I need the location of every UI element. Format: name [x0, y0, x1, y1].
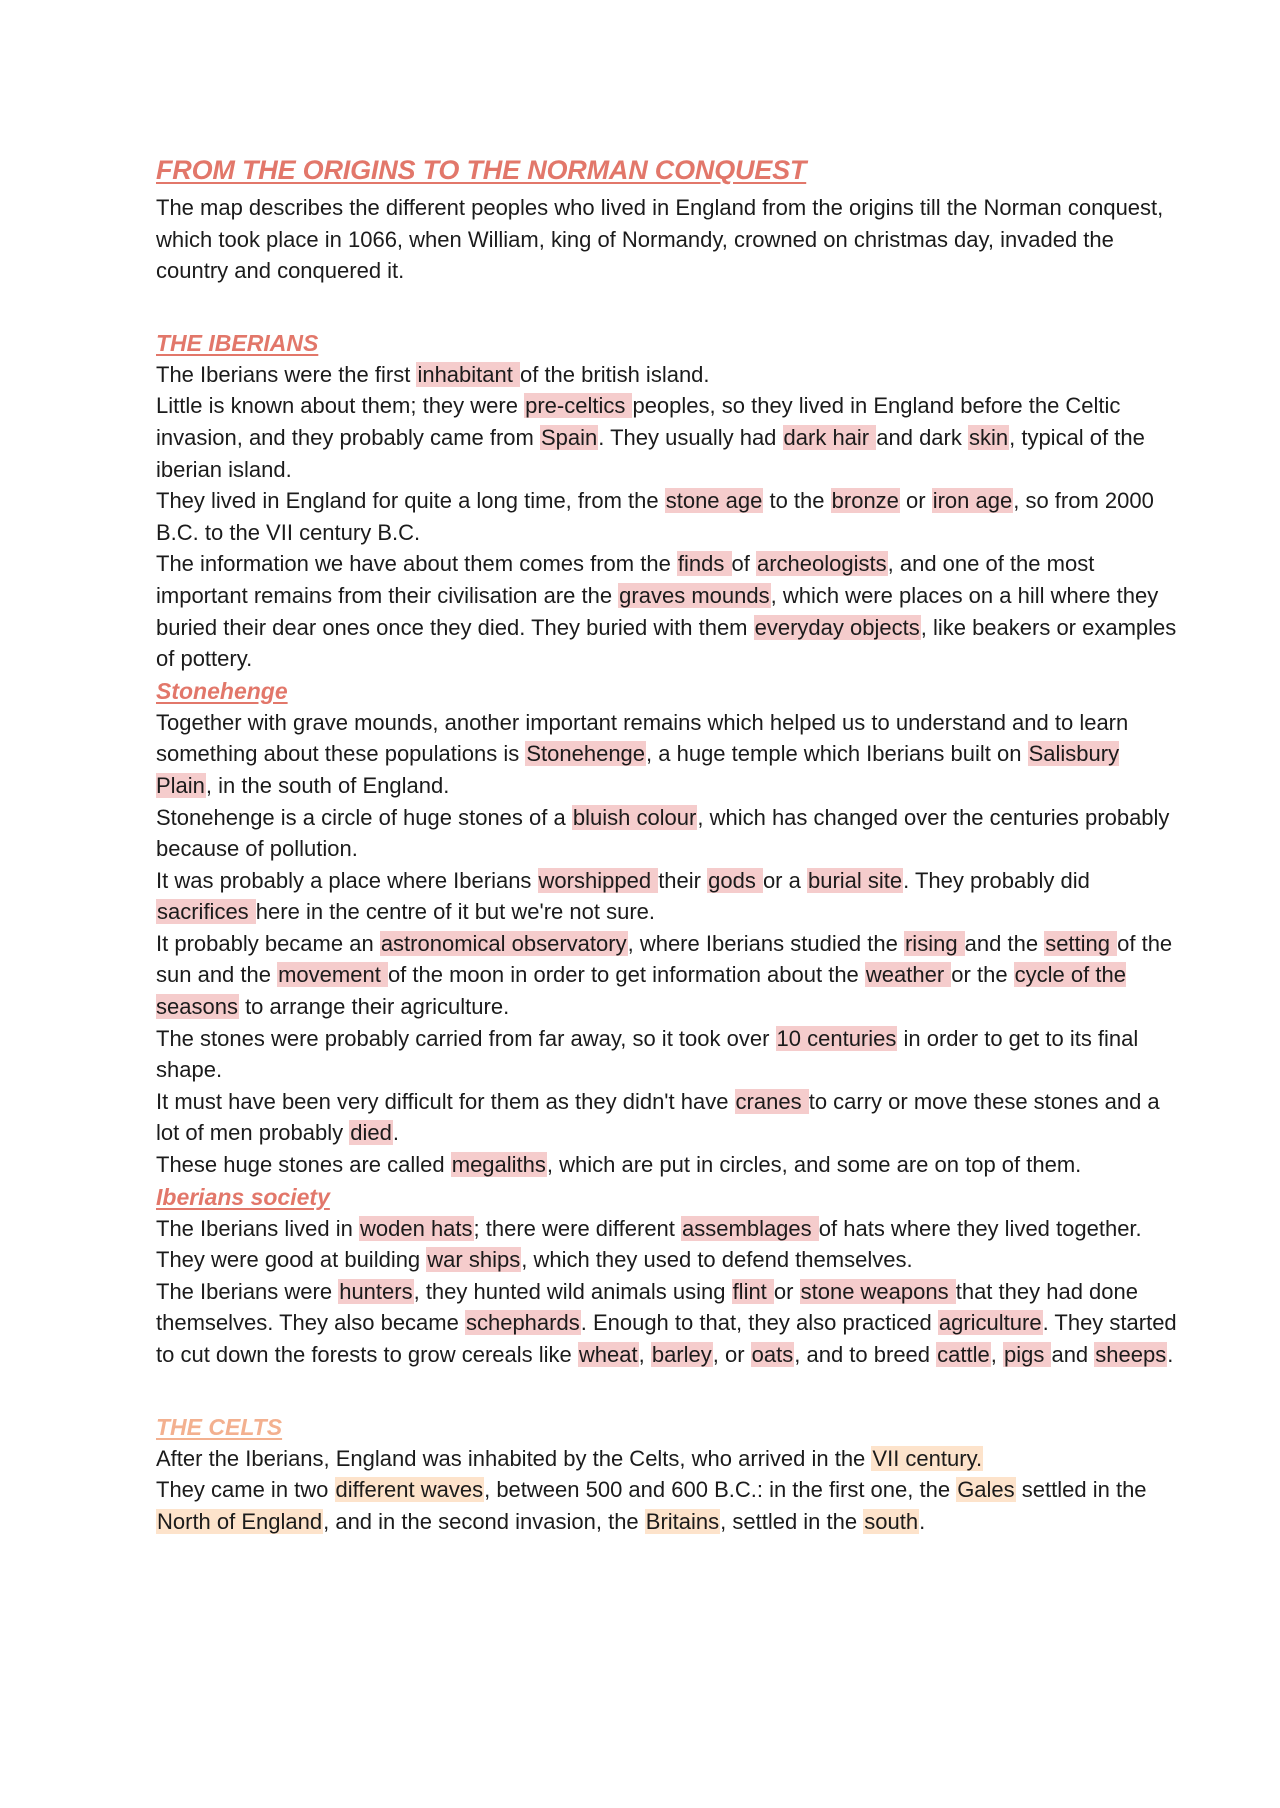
text-run: , they hunted wild animals using — [413, 1278, 732, 1304]
paragraph — [156, 928, 1180, 1023]
highlighted-term: rising — [904, 930, 964, 956]
highlighted-term: woden hats — [360, 1215, 473, 1241]
stonehenge-heading: Stonehenge — [156, 677, 288, 704]
text-run: The Iberians were — [156, 1278, 339, 1304]
text-run: of the british island. — [519, 361, 710, 387]
highlighted-term: worshipped — [538, 867, 658, 893]
highlighted-term: cattle — [937, 1342, 990, 1367]
text-run: or a — [762, 867, 807, 893]
highlighted-term: agriculture — [938, 1310, 1042, 1336]
text-run: . — [392, 1120, 399, 1146]
text-run: , so from 2000 B.C. to the VII century B.C. — [156, 488, 1154, 545]
highlighted-term: schephards — [465, 1310, 580, 1336]
paragraph — [156, 1213, 1180, 1245]
paragraph — [156, 1244, 1180, 1276]
text-run: The stones were probably carried from far away, so it took over — [156, 1025, 776, 1051]
highlighted-term: stone weapons — [800, 1278, 955, 1304]
highlighted-term: Gales — [957, 1477, 1015, 1503]
highlighted-term: Salisbury Plain — [156, 741, 1120, 798]
highlighted-term: skin — [968, 424, 1009, 450]
text-run: that they had done themselves. They also became — [156, 1278, 1138, 1336]
stonehenge-text — [156, 707, 1180, 1181]
text-run: , and in the second invasion, the — [323, 1508, 645, 1534]
text-run: , which are put in circles, and some are on top of them. — [546, 1152, 1082, 1178]
text-run: , — [990, 1342, 1003, 1367]
text-run: They lived in England for quite a long time, from the — [156, 488, 665, 514]
text-run: to arrange their agriculture. — [238, 994, 510, 1020]
highlighted-term: astronomical observatory — [380, 930, 627, 956]
highlighted-term: oats — [751, 1342, 794, 1367]
iberians-text — [156, 359, 1180, 675]
highlighted-term: Britains — [645, 1508, 720, 1534]
text-run: The Iberians were the first — [156, 361, 417, 387]
text-run: The Iberians lived in — [156, 1215, 359, 1241]
society-heading: Iberians society — [156, 1183, 330, 1210]
celts-text — [156, 1443, 1180, 1538]
text-run: here in the centre of it but we're not sure. — [255, 899, 655, 925]
text-run: , in the south of England. — [205, 772, 450, 798]
text-run: They were good at building — [156, 1247, 427, 1273]
text-run: . They started to cut down the forests to grow cereals like — [156, 1310, 1177, 1367]
paragraph — [156, 359, 1180, 391]
stonehenge-section — [156, 675, 1180, 1181]
celts-section — [156, 1411, 1180, 1538]
paragraph — [156, 485, 1180, 548]
text-run: , and one of the most important remains from their civilisation are the — [156, 551, 1095, 608]
paragraph — [156, 865, 1180, 928]
highlighted-term: megaliths — [451, 1152, 546, 1178]
text-run: or — [773, 1278, 800, 1304]
highlighted-term: Spain — [540, 424, 598, 450]
text-run: or the — [951, 962, 1014, 988]
highlighted-term: burial site — [807, 867, 903, 893]
highlighted-term: graves mounds — [619, 582, 770, 608]
highlighted-term: 10 centuries — [776, 1025, 897, 1051]
paragraph — [156, 1443, 1180, 1475]
society-text — [156, 1213, 1180, 1371]
highlighted-term: stone age — [665, 488, 763, 514]
intro-text — [156, 192, 1180, 287]
text-run: It must have been very difficult for them as they didn't have — [156, 1088, 735, 1114]
society-section — [156, 1181, 1180, 1371]
text-run: , settled in the — [720, 1508, 864, 1534]
text-run: . — [919, 1508, 926, 1534]
paragraph — [156, 1276, 1180, 1371]
celts-heading: THE CELTS — [156, 1413, 283, 1440]
text-run: , like beakers or examples of pottery. — [156, 614, 1177, 672]
text-run: , between 500 and 600 B.C.: in the first one, the — [484, 1477, 957, 1503]
text-run: , or — [712, 1342, 751, 1367]
text-run: . — [1167, 1342, 1174, 1367]
highlighted-term: everyday objects — [754, 614, 920, 640]
highlighted-term: bronze — [831, 488, 899, 514]
document-title: FROM THE ORIGINS TO THE NORMAN CONQUEST — [156, 155, 807, 185]
paragraph — [156, 1149, 1180, 1181]
text-run: , which they used to defend themselves. — [521, 1247, 913, 1273]
text-run: of the moon in order to get information about the — [387, 962, 865, 988]
highlighted-term: died — [350, 1120, 392, 1146]
text-run: . They usually had — [598, 424, 783, 450]
highlighted-term: iron age — [932, 488, 1013, 514]
text-run: , a huge temple which Iberians built on — [646, 741, 1028, 767]
highlighted-term: North of England — [157, 1508, 323, 1534]
highlighted-term: inhabitant — [417, 361, 519, 387]
text-run: of hats where they lived together. — [818, 1215, 1142, 1241]
highlighted-term: cranes — [735, 1088, 808, 1114]
highlighted-term: sheeps — [1095, 1342, 1167, 1367]
paragraph — [156, 548, 1180, 674]
text-run: . They probably did — [903, 867, 1090, 893]
text-run: The information we have about them comes from the — [156, 551, 677, 577]
text-run: and dark — [876, 424, 968, 450]
highlighted-term: setting — [1045, 930, 1117, 956]
highlighted-term: hunters — [339, 1278, 413, 1304]
text-run: in order to get to its final shape. — [156, 1025, 1139, 1083]
text-run: settled in the — [1015, 1477, 1147, 1503]
text-run: , where Iberians studied the — [627, 930, 904, 956]
text-run: The map describes the different peoples who lived in England from the origins till the Norman conquest, which took place in 1066, when William, king of Normandy, crowned on christmas day, invaded the country and conquered it. — [156, 195, 1164, 284]
highlighted-term: VII century. — [872, 1445, 983, 1471]
highlighted-term: assemblages — [682, 1215, 818, 1241]
iberians-section — [156, 327, 1180, 675]
text-run: of — [731, 551, 756, 577]
text-run: Together with grave mounds, another important remains which helped us to understand and to learn something about these populations is — [156, 709, 1129, 767]
highlighted-term: south — [864, 1508, 919, 1534]
paragraph — [156, 192, 1180, 287]
text-run: After the Iberians, England was inhabited by the Celts, who arrived in the — [156, 1445, 872, 1471]
text-run: , — [638, 1342, 651, 1367]
highlighted-term: barley — [651, 1342, 712, 1367]
paragraph — [156, 1023, 1180, 1086]
text-run: . Enough to that, they also practiced — [580, 1310, 938, 1336]
paragraph — [156, 707, 1180, 802]
highlighted-term: flint — [732, 1278, 773, 1304]
highlighted-term: archeologists — [756, 551, 887, 577]
text-run: to the — [763, 488, 831, 514]
highlighted-term: wheat — [578, 1342, 638, 1367]
highlighted-term: weather — [865, 962, 951, 988]
highlighted-term: pre-celtics — [525, 393, 632, 419]
highlighted-term: dark hair — [783, 424, 876, 450]
text-run: or — [899, 488, 932, 514]
text-run: , which has changed over the centuries probably because of pollution. — [156, 804, 1170, 862]
highlighted-term: sacrifices — [157, 899, 255, 925]
text-run: , typical of the iberian island. — [156, 424, 1145, 482]
text-run: ; there were different — [473, 1215, 682, 1241]
paragraph — [156, 1474, 1180, 1537]
iberians-heading: THE IBERIANS — [156, 329, 319, 356]
highlighted-term: finds — [677, 551, 731, 577]
highlighted-term: pigs — [1003, 1342, 1051, 1367]
highlighted-term: Stonehenge — [526, 741, 646, 767]
paragraph — [156, 802, 1180, 865]
text-run: and — [1051, 1342, 1095, 1367]
highlighted-term: cycle of the seasons — [156, 962, 1126, 1020]
text-run: Stonehenge is a circle of huge stones of a — [156, 804, 572, 830]
text-run: their — [658, 867, 708, 893]
text-run: It was probably a place where Iberians — [156, 867, 538, 893]
text-run: , which were places on a hill where they buried their dear ones once they died. They buried with them — [156, 582, 1159, 640]
text-run: It probably became an — [156, 930, 380, 956]
text-run: , and to breed — [794, 1342, 937, 1367]
paragraph — [156, 1086, 1180, 1149]
highlighted-term: movement — [278, 962, 387, 988]
intro-section — [156, 152, 1180, 287]
highlighted-term: gods — [708, 867, 762, 893]
text-run: and the — [964, 930, 1045, 956]
paragraph — [156, 390, 1180, 485]
text-run: Little is known about them; they were — [156, 393, 525, 419]
text-run: These huge stones are called — [156, 1152, 451, 1178]
text-run: to carry or move these stones and a lot of men probably — [156, 1088, 1160, 1146]
highlighted-term: bluish colour — [572, 804, 697, 830]
text-run: of the sun and the — [156, 930, 1173, 988]
highlighted-term: different waves — [335, 1477, 484, 1503]
text-run: peoples, so they lived in England before the Celtic invasion, and they probably came from — [156, 393, 1121, 450]
highlighted-term: war ships — [427, 1247, 521, 1273]
text-run: They came in two — [156, 1477, 335, 1503]
